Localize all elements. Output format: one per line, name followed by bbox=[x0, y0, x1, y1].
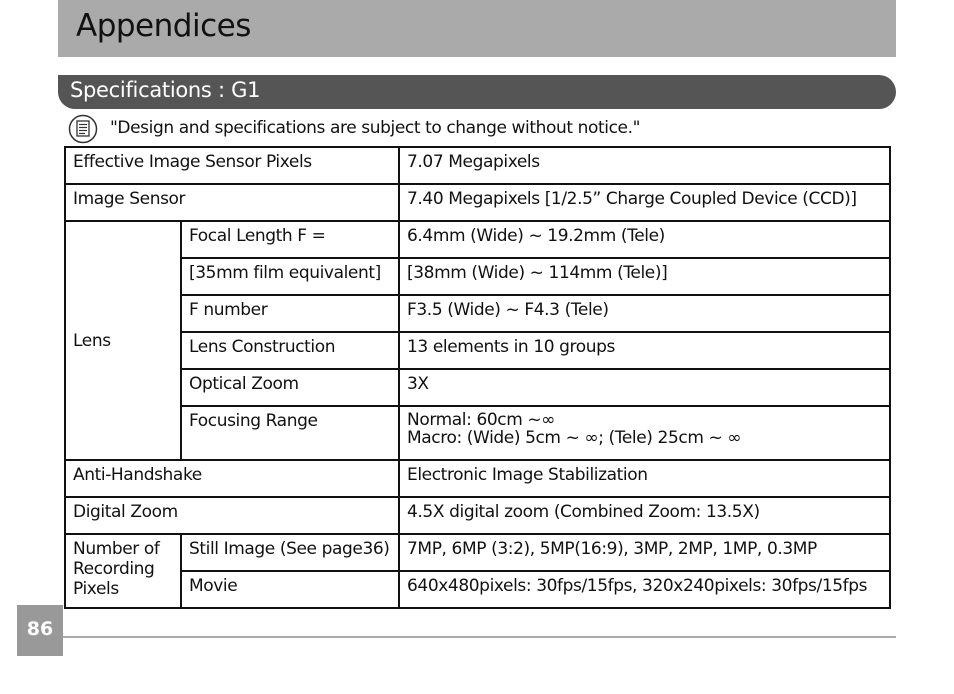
table-row bbox=[65, 147, 890, 184]
spec-label: Image Sensor bbox=[65, 184, 399, 221]
table-row bbox=[65, 369, 890, 406]
spec-sublabel: F number bbox=[181, 295, 399, 332]
table-row bbox=[65, 406, 890, 460]
page-title: Appendices bbox=[76, 8, 251, 44]
spec-label: Digital Zoom bbox=[65, 497, 399, 534]
spec-label: Anti-Handshake bbox=[65, 460, 399, 497]
spec-value: 7MP, 6MP (3:2), 5MP(16:9), 3MP, 2MP, 1MP, 0.3MP bbox=[399, 534, 890, 571]
spec-value: 7.40 Megapixels [1/2.5” Charge Coupled Device (CCD)] bbox=[399, 184, 890, 221]
table-row bbox=[65, 258, 890, 295]
spec-sublabel: Lens Construction bbox=[181, 332, 399, 369]
page-number: 86 bbox=[26, 618, 54, 640]
spec-value: 6.4mm (Wide) ~ 19.2mm (Tele) bbox=[399, 221, 890, 258]
spec-value: 7.07 Megapixels bbox=[399, 147, 890, 184]
footer-divider bbox=[63, 636, 896, 638]
table-row bbox=[65, 332, 890, 369]
note-icon bbox=[68, 114, 98, 144]
section-title: Specifications : G1 bbox=[70, 78, 261, 102]
spec-value: 13 elements in 10 groups bbox=[399, 332, 890, 369]
section-header bbox=[58, 75, 896, 109]
spec-value: Electronic Image Stabilization bbox=[399, 460, 890, 497]
focusing-range-normal: Normal: 60cm ~∞ bbox=[407, 410, 556, 430]
spec-value: 3X bbox=[399, 369, 890, 406]
page-number-box bbox=[17, 605, 63, 656]
spec-sublabel: [35mm film equivalent] bbox=[181, 258, 399, 295]
table-row bbox=[65, 497, 890, 534]
focusing-range-macro: Macro: (Wide) 5cm ~ ∞; (Tele) 25cm ~ ∞ bbox=[407, 428, 742, 448]
spec-value: F3.5 (Wide) ~ F4.3 (Tele) bbox=[399, 295, 890, 332]
table-row bbox=[65, 295, 890, 332]
header-bar bbox=[58, 0, 896, 57]
spec-sublabel: Focal Length F = bbox=[181, 221, 399, 258]
table-row bbox=[65, 460, 890, 497]
spec-label-lens: Lens bbox=[65, 221, 181, 460]
spec-label-recording-pixels: Number of Recording Pixels bbox=[65, 534, 181, 608]
table-row bbox=[65, 221, 890, 258]
spec-value: 4.5X digital zoom (Combined Zoom: 13.5X) bbox=[399, 497, 890, 534]
specifications-table bbox=[64, 146, 891, 609]
spec-value: 640x480pixels: 30fps/15fps, 320x240pixels: 30fps/15fps bbox=[399, 571, 890, 608]
spec-sublabel: Still Image (See page36) bbox=[181, 534, 399, 571]
table-row bbox=[65, 184, 890, 221]
note-text: "Design and specifications are subject to change without notice." bbox=[110, 118, 641, 138]
spec-value: [38mm (Wide) ~ 114mm (Tele)] bbox=[399, 258, 890, 295]
spec-sublabel: Focusing Range bbox=[181, 406, 399, 460]
table-row bbox=[65, 571, 890, 608]
table-row bbox=[65, 534, 890, 571]
spec-sublabel: Optical Zoom bbox=[181, 369, 399, 406]
spec-sublabel: Movie bbox=[181, 571, 399, 608]
spec-value-focusing-range bbox=[399, 406, 890, 460]
spec-label: Effective Image Sensor Pixels bbox=[65, 147, 399, 184]
